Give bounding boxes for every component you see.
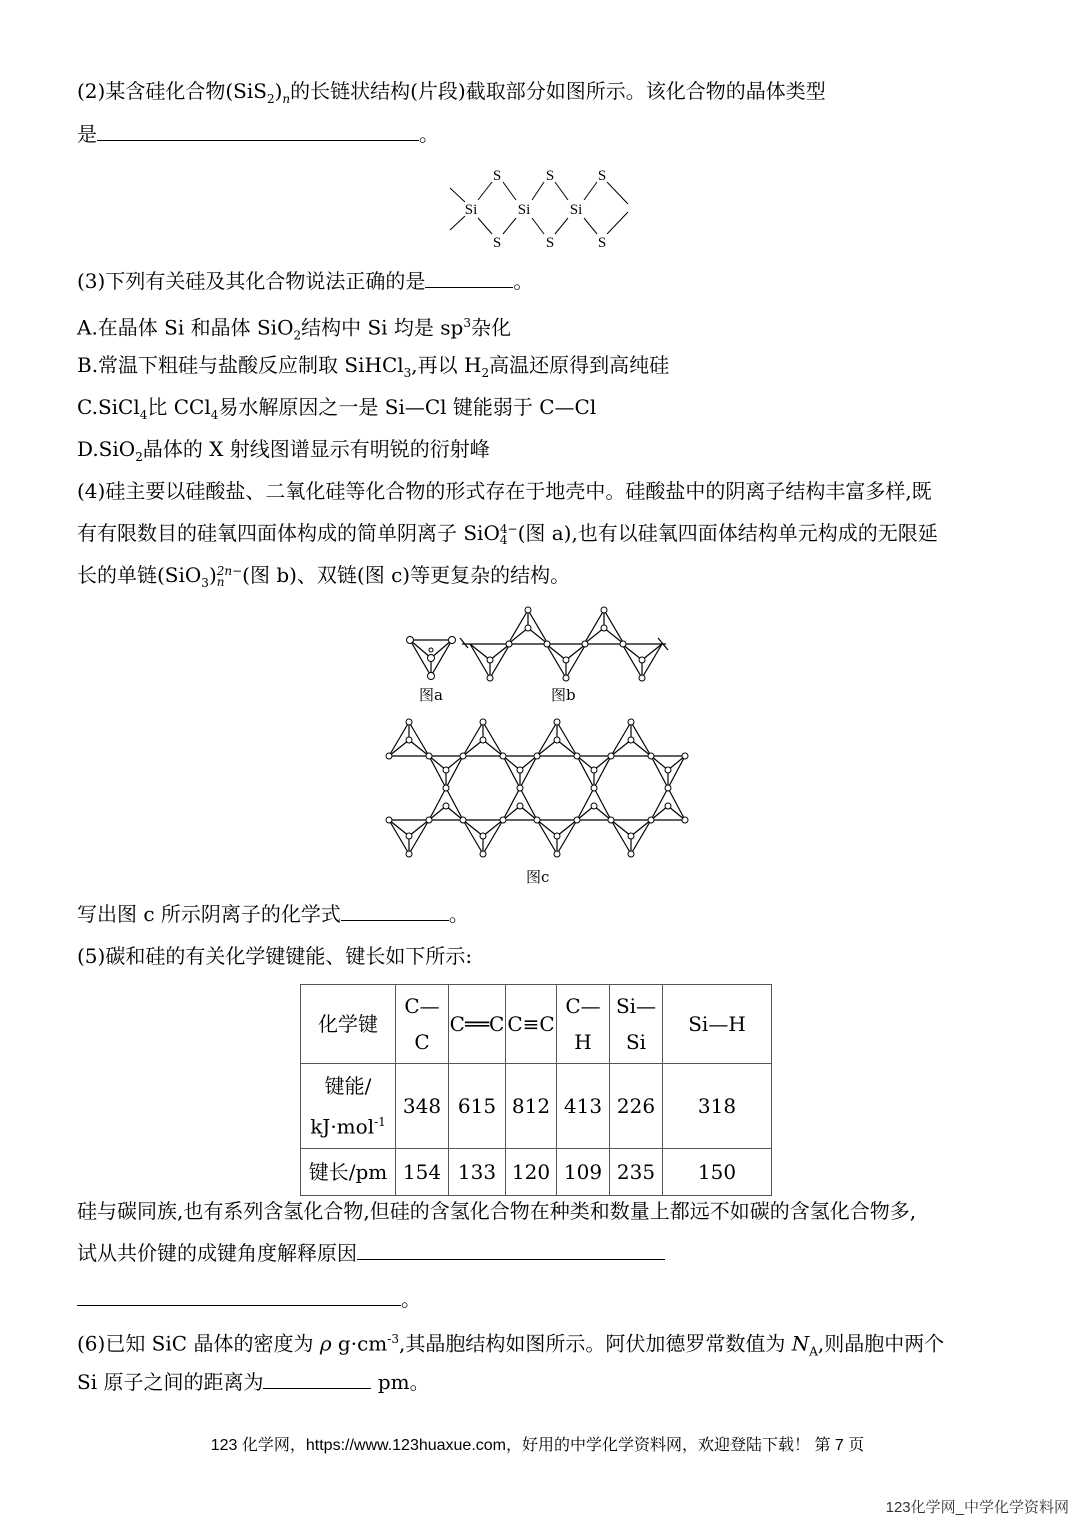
bond-header: Si— Si (610, 985, 663, 1064)
q4-ask: 写出图 c 所示阴离子的化学式 。 (77, 902, 469, 926)
q4-blank[interactable] (341, 900, 449, 921)
s-atom: S (597, 168, 607, 184)
length-cell: 150 (663, 1149, 772, 1196)
q2-answer-line: 是 。 (77, 122, 439, 146)
length-cell: 120 (506, 1149, 557, 1196)
s-atom: S (597, 235, 607, 251)
length-cell: 154 (396, 1149, 449, 1196)
s-atom: S (545, 168, 555, 184)
q5-blank-1[interactable] (357, 1239, 665, 1260)
length-cell: 235 (610, 1149, 663, 1196)
energy-cell: 413 (557, 1064, 610, 1149)
page-footer: 123 化学网，https://www.123huaxue.com，好用的中学化学资料网，欢迎登陆下载！ 第 7 页 (210, 1437, 865, 1454)
q3-blank[interactable] (425, 267, 513, 288)
figure-b-single-chain (458, 604, 670, 682)
energy-label: 键能/ kJ·mol$^{-1}$ (301, 1064, 396, 1149)
header-label: 化学键 (301, 985, 396, 1064)
bond-header: C≡C (506, 985, 557, 1064)
length-cell: 109 (557, 1149, 610, 1196)
q3-option-c: C.SiCl$_4$比 CCl$_4$易水解原因之一是 Si—Cl 键能弱于 C—Cl (77, 395, 597, 422)
energy-cell: 318 (663, 1064, 772, 1149)
q6-line2: Si 原子之间的距离为 pm。 (77, 1370, 430, 1394)
sis2-chain-diagram (440, 160, 640, 255)
q2-stem: (2)某含硅化合物$(SiS_2)_n$的长链状结构(片段)截取部分如图所示。该化合物的晶体类型 (77, 79, 826, 106)
s-atom: S (492, 168, 502, 184)
q5-stem: (5)碳和硅的有关化学键键能、键长如下所示: (77, 944, 473, 968)
q4-line3: 长的单链(SiO$_3$) 2n− n (图 b)、双链(图 c)等更复杂的结构。 (77, 563, 571, 590)
q3-option-d: D.SiO$_2$晶体的 X 射线图谱显示有明锐的衍射峰 (77, 437, 490, 464)
q5-blank-2[interactable] (77, 1285, 401, 1306)
q5-answer-line: 。 (77, 1285, 421, 1313)
bond-header: C— H (557, 985, 610, 1064)
q2-blank[interactable] (97, 120, 419, 141)
figure-a-tetrahedron (405, 632, 457, 682)
q5-text2: 试从共价键的成键角度解释原因 (77, 1239, 665, 1267)
q3-option-a: A.在晶体 Si 和晶体 SiO$_2$结构中 Si 均是 $sp^3$杂化 (77, 315, 511, 343)
figure-c-double-chain (385, 716, 690, 860)
energy-cell: 615 (449, 1064, 506, 1149)
bond-header: C══C (449, 985, 506, 1064)
s-atom: S (545, 235, 555, 251)
q6-blank[interactable] (263, 1368, 371, 1389)
caption-a: 图a (419, 686, 443, 704)
q3-stem: (3)下列有关硅及其化合物说法正确的是 。 (77, 269, 534, 293)
length-cell: 133 (449, 1149, 506, 1196)
s-atom: S (492, 235, 502, 251)
bond-length-row (301, 1149, 772, 1196)
bond-table-header-row (301, 985, 772, 1064)
q4-line2: 有有限数目的硅氧四面体构成的简单阴离子 SiO 4− 4 (图 a),也有以硅氧四面体结构单元构成的无限延 (77, 521, 938, 547)
si-atom: Si (464, 202, 478, 218)
bond-energy-row (301, 1064, 772, 1149)
length-label: 键长/pm (301, 1149, 396, 1196)
q3-option-b: B.常温下粗硅与盐酸反应制取 SiHCl$_3$,再以 $H_2$高温还原得到高纯硅 (77, 353, 670, 380)
si-atom: Si (569, 202, 583, 218)
caption-c: 图c (526, 868, 550, 886)
bond-header: Si—H (663, 985, 772, 1064)
bond-header: C— C (396, 985, 449, 1064)
bond-table (300, 984, 772, 1196)
energy-cell: 348 (396, 1064, 449, 1149)
energy-cell: 226 (610, 1064, 663, 1149)
caption-b: 图b (551, 686, 576, 704)
q5-text1: 硅与碳同族,也有系列含氢化合物,但硅的含氢化合物在种类和数量上都远不如碳的含氢化合物多, (77, 1199, 917, 1223)
q6-line1: (6)已知 SiC 晶体的密度为 ρ $g\cdot cm^{-3}$,其晶胞结构如图所示。阿伏加德罗常数值为 $N_A$,则晶胞中两个 (77, 1331, 945, 1359)
q4-line1: (4)硅主要以硅酸盐、二氧化硅等化合物的形式存在于地壳中。硅酸盐中的阴离子结构丰富多样,既 (77, 479, 932, 503)
energy-cell: 812 (506, 1064, 557, 1149)
watermark: 123化学网_中学化学资料网 (885, 1499, 1069, 1516)
si-atom: Si (517, 202, 531, 218)
